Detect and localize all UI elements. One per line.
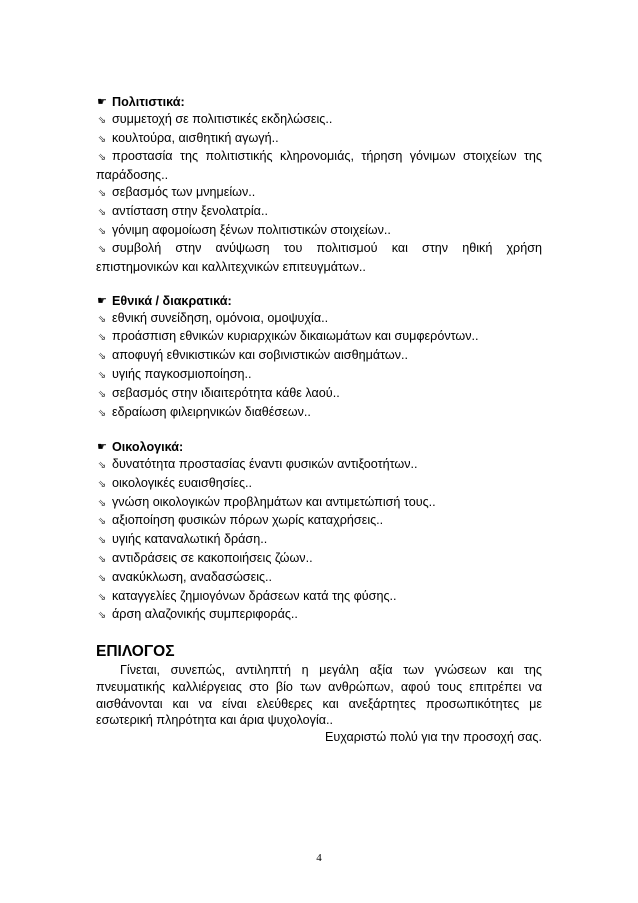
epilogue-title: ΕΠΙΛΟΓΟΣ xyxy=(96,642,175,660)
list-item-text: ανακύκλωση, αναδασώσεις.. xyxy=(112,569,273,584)
list-item xyxy=(96,606,542,625)
list-item-text: υγιής καταναλωτική δράση.. xyxy=(112,532,268,547)
hollow-arrow-icon: ⇘ xyxy=(97,497,107,509)
list-item xyxy=(96,347,542,366)
list-item xyxy=(96,385,542,404)
hollow-arrow-icon: ⇘ xyxy=(97,407,107,419)
hollow-arrow-icon: ⇘ xyxy=(97,133,107,145)
list-item xyxy=(96,456,542,475)
list-item xyxy=(96,310,542,329)
hollow-arrow-icon: ⇘ xyxy=(97,591,107,603)
list-item-text: καταγγελίες ζημιογόνων δράσεων κατά της φύσης.. xyxy=(112,588,397,603)
hollow-arrow-icon: ⇘ xyxy=(97,516,107,528)
section-heading-text: Οικολογικά: xyxy=(112,440,184,455)
list-item-text: υγιής παγκοσμιοποίηση.. xyxy=(112,366,252,381)
list-item xyxy=(96,111,542,130)
list-item xyxy=(96,550,542,569)
list-item-text: σεβασμός στην ιδιαιτερότητα κάθε λαού.. xyxy=(112,385,340,400)
list-item xyxy=(96,148,542,184)
hollow-arrow-icon: ⇘ xyxy=(97,459,107,471)
list-item-text: κουλτούρα, αισθητική αγωγή.. xyxy=(112,130,279,145)
list-item xyxy=(96,404,542,423)
list-item-text: προστασία της πολιτιστικής κληρονομιάς, τήρηση γόνιμων στοιχείων της παράδοσης.. xyxy=(96,149,542,183)
list-item xyxy=(96,588,542,607)
section-heading xyxy=(96,94,542,111)
page-number: 4 xyxy=(316,852,322,864)
hollow-arrow-icon: ⇘ xyxy=(97,244,107,256)
list-item-text: αξιοποίηση φυσικών πόρων χωρίς καταχρήσεις.. xyxy=(112,513,384,528)
list-item xyxy=(96,184,542,203)
list-item-text: προάσπιση εθνικών κυριαρχικών δικαιωμάτων και συμφερόντων.. xyxy=(112,329,479,344)
list-item-text: δυνατότητα προστασίας έναντι φυσικών αντιξοοτήτων.. xyxy=(112,456,418,471)
hollow-arrow-icon: ⇘ xyxy=(97,114,107,126)
list-item xyxy=(96,203,542,222)
hollow-arrow-icon: ⇘ xyxy=(97,369,107,381)
section-heading xyxy=(96,293,542,310)
list-item xyxy=(96,240,542,276)
hollow-arrow-icon: ⇘ xyxy=(97,572,107,584)
pointing-hand-icon: ☛ xyxy=(97,96,107,108)
hollow-arrow-icon: ⇘ xyxy=(97,351,107,363)
list-item-text: αποφυγή εθνικιστικών και σοβινιστικών αισθημάτων.. xyxy=(112,348,409,363)
list-item xyxy=(96,475,542,494)
list-item-text: συμβολή στην ανύψωση του πολιτισμού και στην ηθική χρήση επιστημονικών και καλλιτεχνικών επιτευγμάτων.. xyxy=(96,241,542,275)
hollow-arrow-icon: ⇘ xyxy=(97,535,107,547)
hollow-arrow-icon: ⇘ xyxy=(97,610,107,622)
section-heading xyxy=(96,439,542,456)
pointing-hand-icon: ☛ xyxy=(97,294,107,307)
hollow-arrow-icon: ⇘ xyxy=(97,225,107,237)
list-item-text: σεβασμός των μνημείων.. xyxy=(112,184,256,199)
list-item xyxy=(96,569,542,588)
list-item xyxy=(96,512,542,531)
list-item-text: αντίσταση στην ξενολατρία.. xyxy=(112,203,268,218)
list-item-text: άρση αλαζονικής συμπεριφοράς.. xyxy=(112,607,298,622)
thanks-line: Ευχαριστώ πολύ για την προσοχή σας. xyxy=(324,730,542,745)
epilogue-paragraph: Γίνεται, συνεπώς, αντιληπτή η μεγάλη αξία των γνώσεων και της πνευματικής καλλιέργειας στο βίο των ανθρώπων, αφού τους επιτρέπει να αισθάνονται και να είναι ελεύθερες και ανεξάρτητες προσωπικότητες με εσωτερική πληρότητα και άρια ψυχολογία.. xyxy=(96,662,542,728)
list-item-text: αντιδράσεις σε κακοποιήσεις ζώων.. xyxy=(112,550,313,565)
hollow-arrow-icon: ⇘ xyxy=(97,388,107,400)
list-item-text: γόνιμη αφομοίωση ξένων πολιτιστικών στοιχείων.. xyxy=(112,222,391,237)
section-national xyxy=(96,293,542,423)
section-cultural xyxy=(96,94,542,276)
section-heading-text: Εθνικά / διακρατικά: xyxy=(112,293,232,308)
list-item xyxy=(96,130,542,149)
list-item xyxy=(96,366,542,385)
hollow-arrow-icon: ⇘ xyxy=(97,313,107,325)
list-item-text: συμμετοχή σε πολιτιστικές εκδηλώσεις.. xyxy=(112,111,333,126)
hollow-arrow-icon: ⇘ xyxy=(97,478,107,490)
hollow-arrow-icon: ⇘ xyxy=(97,332,107,344)
list-item xyxy=(96,531,542,550)
document-content xyxy=(96,94,542,746)
list-item-text: εδραίωση φιλειρηνικών διαθέσεων.. xyxy=(112,404,311,419)
hollow-arrow-icon: ⇘ xyxy=(97,187,107,199)
list-item-text: γνώση οικολογικών προβλημάτων και αντιμετώπισή τους.. xyxy=(112,494,436,509)
pointing-hand-icon: ☛ xyxy=(97,441,107,454)
list-item xyxy=(96,494,542,513)
list-item xyxy=(96,222,542,241)
hollow-arrow-icon: ⇘ xyxy=(97,553,107,565)
list-item-text: εθνική συνείδηση, ομόνοια, ομοψυχία.. xyxy=(112,310,329,325)
hollow-arrow-icon: ⇘ xyxy=(97,206,107,218)
section-heading-text: Πολιτιστικά: xyxy=(112,95,185,109)
list-item xyxy=(96,328,542,347)
hollow-arrow-icon: ⇘ xyxy=(97,152,107,164)
section-ecological xyxy=(96,439,542,625)
list-item-text: οικολογικές ευαισθησίες.. xyxy=(112,475,253,490)
